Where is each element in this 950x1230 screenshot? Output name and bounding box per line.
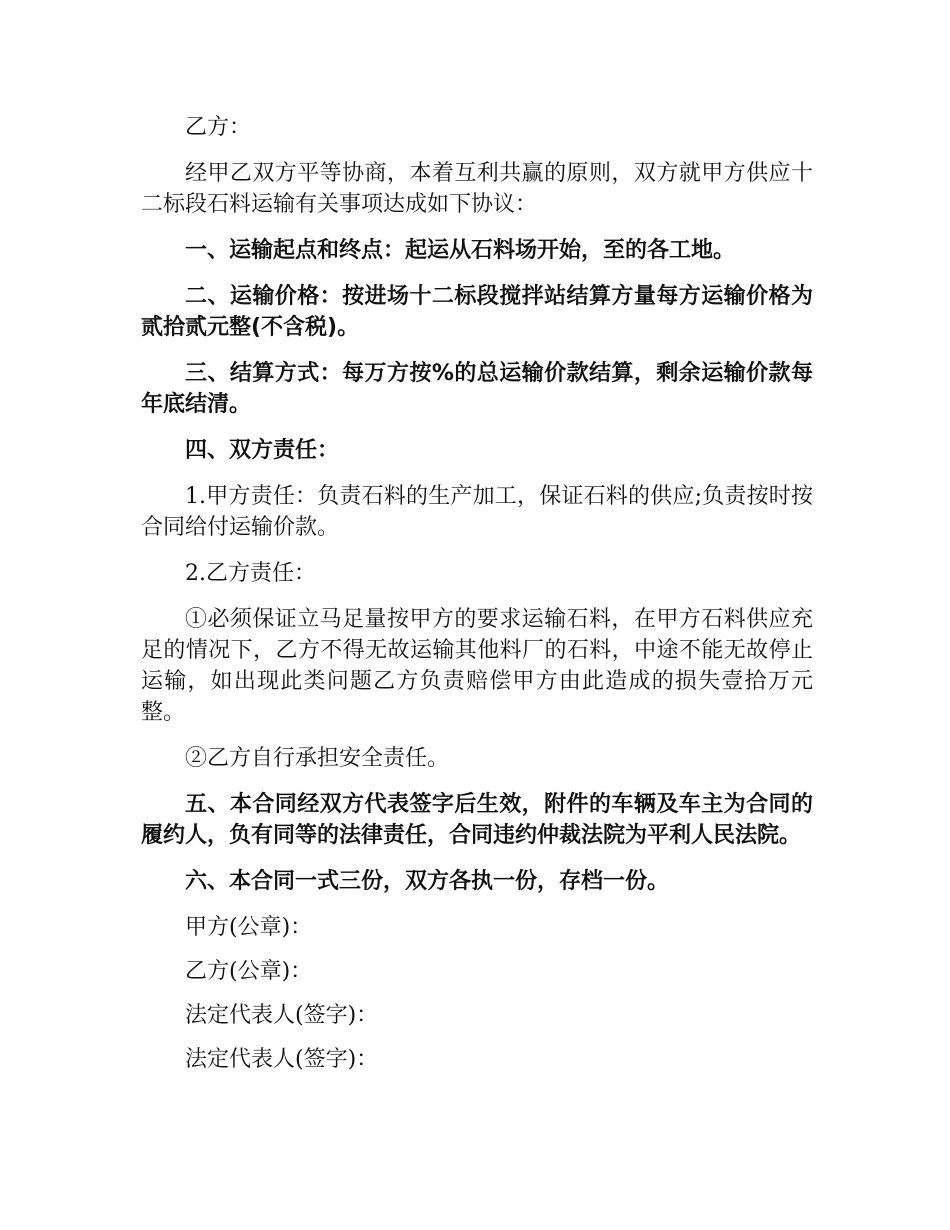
clause-5-effectiveness: 五、本合同经双方代表签字后生效，附件的车辆及车主为合同的履约人，负有同等的法律责任，合同违约仲裁法院为平利人民法院。 (141, 792, 813, 848)
party-a-seal-line: 甲方(公章)： (185, 915, 313, 940)
party-b-responsibility-item-2: ②乙方自行承担安全责任。 (185, 746, 450, 771)
party-a-responsibility: 1.甲方责任：负责石料的生产加工，保证石料的供应;负责按时按合同给付运输价款。 (141, 484, 813, 540)
party-b-seal-line: 乙方(公章)： (185, 959, 313, 984)
clause-1-transport-route: 一、运输起点和终点：起运从石料场开始，至的各工地。 (185, 238, 736, 263)
party-b-responsibility-heading: 2.乙方责任： (185, 561, 316, 586)
clause-6-copies: 六、本合同一式三份，双方各执一份，存档一份。 (185, 869, 670, 894)
party-b-responsibility-item-1: ①必须保证立马足量按甲方的要求运输石料，在甲方石料供应充足的情况下，乙方不得无故运输其他料厂的石料，中途不能无故停止运输，如出现此类问题乙方负责赔偿甲方由此造成的损失壹拾万元整。 (141, 607, 813, 725)
party-b-label: 乙方： (185, 115, 252, 140)
clause-4-responsibilities-heading: 四、双方责任： (185, 438, 340, 463)
clause-3-settlement: 三、结算方式：每万方按%的总运输价款结算，剩余运输价款每年底结清。 (141, 361, 813, 417)
clause-2-transport-price: 二、运输价格：按进场十二标段搅拌站结算方量每方运输价格为贰拾贰元整(不含税)。 (141, 284, 813, 340)
document-body (141, 112, 813, 1088)
legal-representative-signature-line-2: 法定代表人(签字)： (185, 1047, 379, 1072)
intro-paragraph: 经甲乙双方平等协商，本着互利共赢的原则，双方就甲方供应十二标段石料运输有关事项达成如下协议： (141, 161, 813, 217)
legal-representative-signature-line-1: 法定代表人(签字)： (185, 1003, 379, 1028)
